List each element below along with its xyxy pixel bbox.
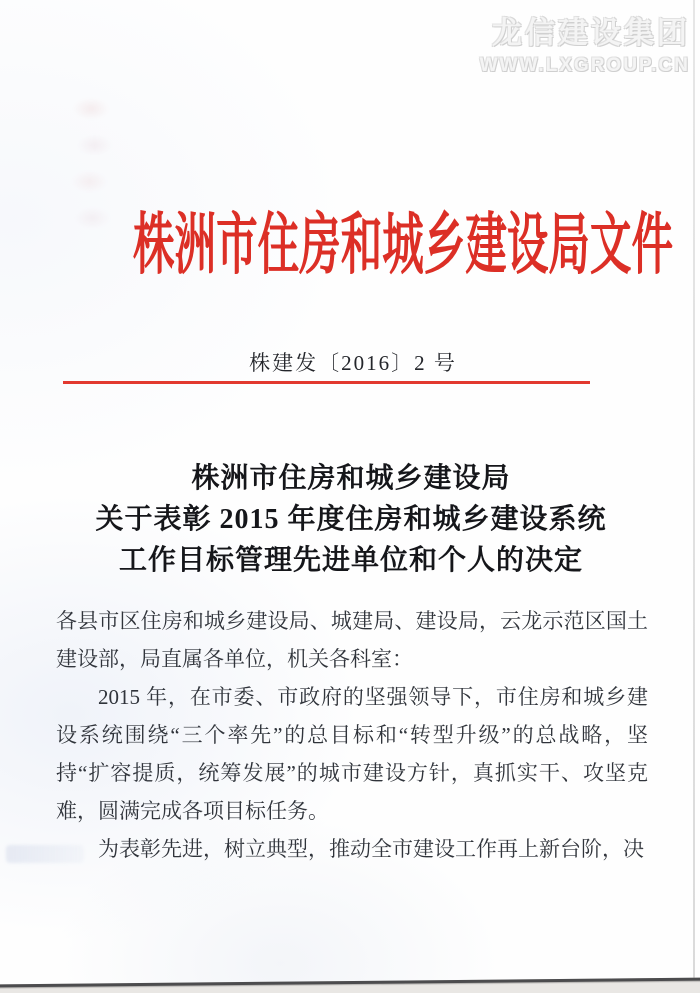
- page-right-edge: [693, 0, 695, 980]
- document-number: 株建发〔2016〕2 号: [249, 351, 457, 375]
- letterhead-title: 株洲市住房和城乡建设局文件: [132, 209, 674, 283]
- site-watermark: [480, 8, 690, 77]
- body-paragraph: 2015 年，在市委、市政府的坚强领导下，市住房和城乡建设系统围绕“三个率先”的总目标和“转型升级”的总战略，坚持“扩容提质，统筹发展”的城市建设方针，真抓实干、攻坚克难，圆满完成各项目标任务。: [56, 685, 648, 823]
- salutation-paragraph: 各县市区住房和城乡建设局、城建局、建设局，云龙示范区国土建设部，局直属各单位，机关各科室：: [56, 609, 648, 671]
- document-body: [56, 602, 648, 868]
- subject-line-1: 株洲市住房和城乡建设局: [191, 463, 511, 494]
- subject-line-3: 工作目标管理先进单位和个人的决定: [118, 545, 583, 576]
- letterhead: [0, 203, 676, 289]
- subject-line-2: 关于表彰 2015 年度住房和城乡建设系统: [95, 504, 607, 535]
- watermark-website-url: WWW.LXGROUP.CN: [479, 55, 690, 76]
- document-subject-title: [0, 458, 700, 581]
- watermark-company-name: 龙信建设集团: [492, 17, 690, 50]
- red-separator-rule: [63, 381, 590, 384]
- body-paragraph: 为表彰先进，树立典型，推动全市建设工作再上新台阶，决: [98, 837, 644, 861]
